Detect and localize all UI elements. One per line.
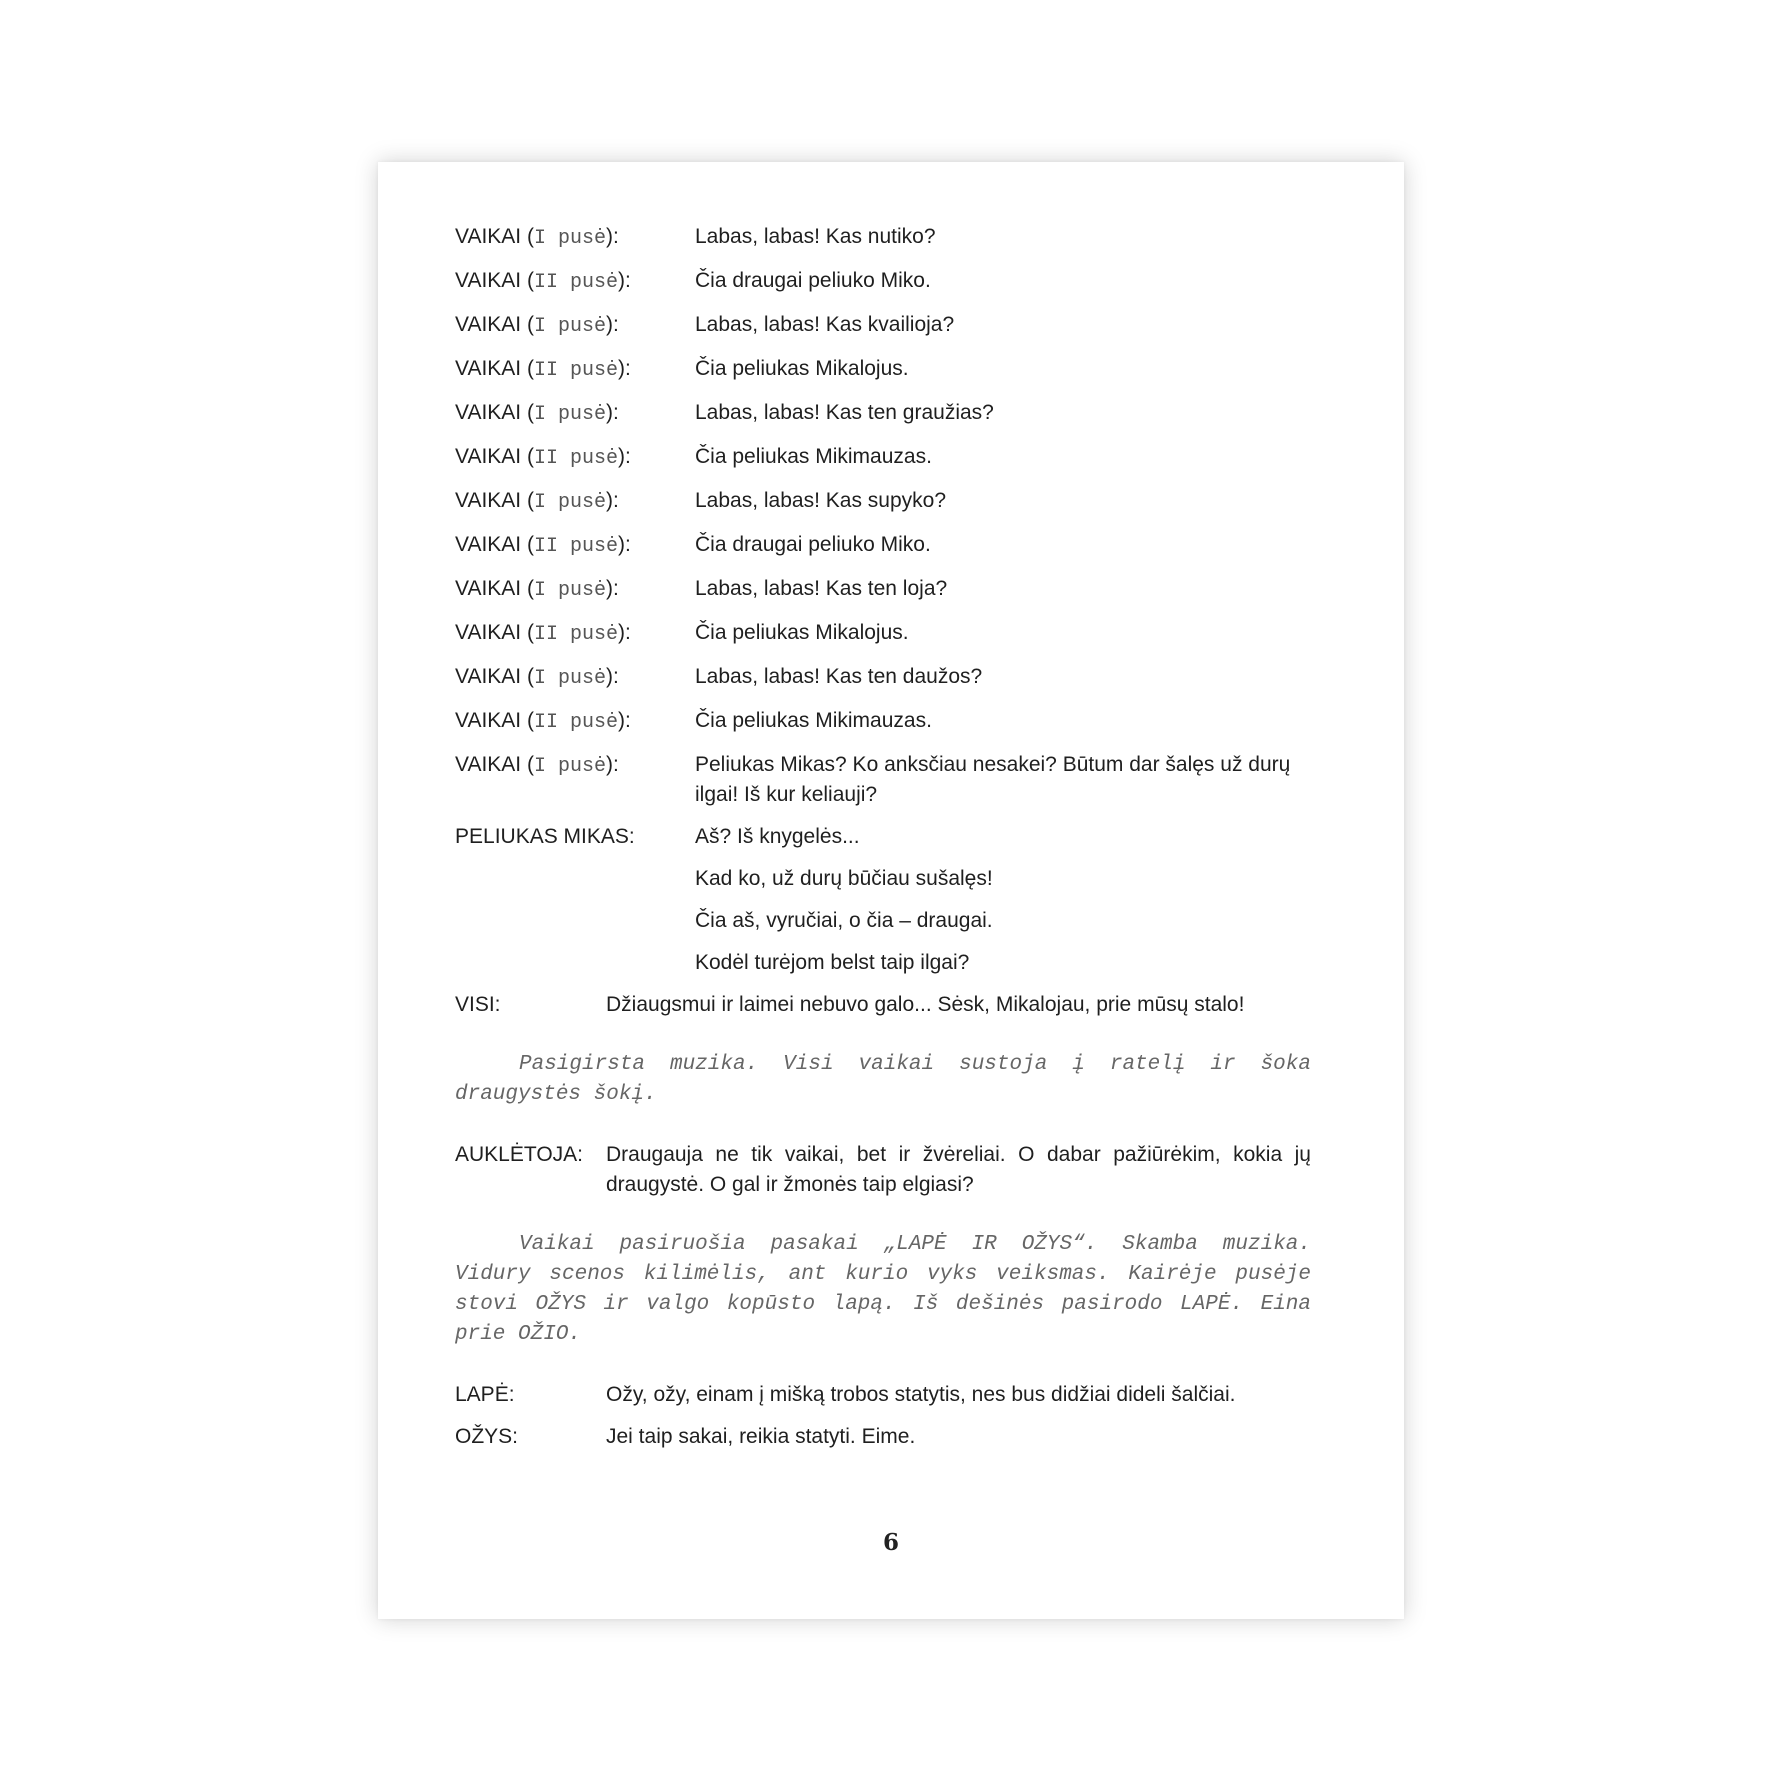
speaker-side: I pusė <box>533 667 606 690</box>
aukletoja-line: Draugauja ne tik vaikai, bet ir žvėreliai. O dabar pažiūrėkim, kokia jų draugystė. O gal ir žmonės taip elgiasi? <box>606 1143 1311 1196</box>
peliukas-line: Aš? Iš knygelės... <box>695 825 860 848</box>
dialogue-row-ozys <box>455 1422 1311 1452</box>
speaker-side: II pusė <box>533 535 618 558</box>
speaker-vaikai: VAIKAI (II pusė): <box>455 621 631 646</box>
speaker-side: II pusė <box>533 447 618 470</box>
speaker-side: II pusė <box>533 623 618 646</box>
speaker-vaikai: VAIKAI (I pusė): <box>455 489 619 514</box>
children-dialogue <box>455 222 1311 810</box>
lape-line: Ožy, ožy, einam į mišką trobos statytis, nes bus didžiai dideli šalčiai. <box>606 1383 1236 1406</box>
dialogue-line: Labas, labas! Kas nutiko? <box>695 225 936 248</box>
page-number: 6 <box>882 1529 899 1556</box>
dialogue-row <box>455 442 1311 474</box>
speaker-name: VAIKAI <box>455 709 522 732</box>
speaker-name: VAIKAI <box>455 621 522 644</box>
speaker-vaikai: VAIKAI (I pusė): <box>455 225 619 250</box>
speaker-side: I pusė <box>533 491 606 514</box>
speaker-ozys: OŽYS: <box>455 1425 519 1448</box>
speaker-name: VAIKAI <box>455 489 522 512</box>
peliukas-line: Kad ko, už durų būčiau sušalęs! <box>695 867 993 890</box>
peliukas-line: Čia aš, vyručiai, o čia – draugai. <box>695 909 993 932</box>
speaker-vaikai: VAIKAI (I pusė): <box>455 665 619 690</box>
stage-direction-2: Vaikai pasiruošia pasakai „LAPĖ IR OŽYS“. Skamba muzika. Vidury scenos kilimėlis, ant kurio vyks veiksmas. Kairėje pusėje stovi OŽYS ir valgo kopūsto lapą. Iš dešinės pasirodo LAPĖ. Eina prie OŽIO. <box>455 1233 1311 1346</box>
speaker-name: VAIKAI <box>455 357 522 380</box>
speaker-peliukas-mikas: PELIUKAS MIKAS: <box>455 825 635 848</box>
dialogue-line: Čia draugai peliuko Miko. <box>695 269 931 292</box>
dialogue-row <box>455 574 1311 606</box>
dialogue-line: Labas, labas! Kas ten graužias? <box>695 401 994 424</box>
dialogue-row <box>455 486 1311 518</box>
dialogue-row <box>455 310 1311 342</box>
dialogue-line: Peliukas Mikas? Ko anksčiau nesakei? Būtum dar šalęs už durų ilgai! Iš kur keliauji? <box>695 753 1291 806</box>
dialogue-line: Čia peliukas Mikimauzas. <box>695 445 932 468</box>
dialogue-line: Čia peliukas Mikalojus. <box>695 357 909 380</box>
speaker-side: I pusė <box>533 315 606 338</box>
speaker-name: VAIKAI <box>455 665 522 688</box>
dialogue-row-peliukas <box>455 822 1311 852</box>
dialogue-row-peliukas-cont <box>455 906 1311 936</box>
dialogue-row <box>455 530 1311 562</box>
speaker-side: I pusė <box>533 755 606 778</box>
dialogue-row-lape <box>455 1380 1311 1410</box>
speaker-vaikai: VAIKAI (II pusė): <box>455 269 631 294</box>
speaker-name: VAIKAI <box>455 533 522 556</box>
speaker-side: I pusė <box>533 227 606 250</box>
dialogue-row <box>455 398 1311 430</box>
speaker-vaikai: VAIKAI (II pusė): <box>455 709 631 734</box>
dialogue-row <box>455 750 1311 810</box>
speaker-vaikai: VAIKAI (I pusė): <box>455 577 619 602</box>
dialogue-line: Čia peliukas Mikimauzas. <box>695 709 932 732</box>
dialogue-line: Labas, labas! Kas ten loja? <box>695 577 948 600</box>
script-content <box>455 222 1311 1464</box>
dialogue-line: Labas, labas! Kas kvailioja? <box>695 313 955 336</box>
speaker-side: I pusė <box>533 579 606 602</box>
speaker-vaikai: VAIKAI (II pusė): <box>455 445 631 470</box>
dialogue-row <box>455 662 1311 694</box>
speaker-side: II pusė <box>533 711 618 734</box>
speaker-name: VAIKAI <box>455 401 522 424</box>
speaker-vaikai: VAIKAI (II pusė): <box>455 357 631 382</box>
dialogue-row-peliukas-cont <box>455 948 1311 978</box>
speaker-name: VAIKAI <box>455 313 522 336</box>
speaker-vaikai: VAIKAI (I pusė): <box>455 313 619 338</box>
dialogue-line: Čia draugai peliuko Miko. <box>695 533 931 556</box>
speaker-vaikai: VAIKAI (II pusė): <box>455 533 631 558</box>
stage-direction-1: Pasigirsta muzika. Visi vaikai sustoja į ratelį ir šoka draugystės šokį. <box>455 1053 1311 1106</box>
dialogue-line: Labas, labas! Kas supyko? <box>695 489 946 512</box>
dialogue-row <box>455 222 1311 254</box>
speaker-name: VAIKAI <box>455 269 522 292</box>
ozys-line: Jei taip sakai, reikia statyti. Eime. <box>606 1425 916 1448</box>
speaker-vaikai: VAIKAI (I pusė): <box>455 401 619 426</box>
dialogue-line: Čia peliukas Mikalojus. <box>695 621 909 644</box>
dialogue-row <box>455 266 1311 298</box>
speaker-vaikai: VAIKAI (I pusė): <box>455 753 619 778</box>
speaker-side: II pusė <box>533 359 618 382</box>
dialogue-row-peliukas-cont <box>455 864 1311 894</box>
speaker-name: VAIKAI <box>455 753 522 776</box>
speaker-name: VAIKAI <box>455 577 522 600</box>
peliukas-line: Kodėl turėjom belst taip ilgai? <box>695 951 970 974</box>
dialogue-row-visi <box>455 990 1311 1020</box>
speaker-side: II pusė <box>533 271 618 294</box>
visi-line: Džiaugsmui ir laimei nebuvo galo... Sėsk, Mikalojau, prie mūsų stalo! <box>606 993 1245 1016</box>
speaker-visi: VISI: <box>455 993 501 1016</box>
dialogue-line: Labas, labas! Kas ten daužos? <box>695 665 983 688</box>
speaker-side: I pusė <box>533 403 606 426</box>
dialogue-row <box>455 354 1311 386</box>
dialogue-row <box>455 706 1311 738</box>
document-page <box>378 162 1404 1619</box>
speaker-lape: LAPĖ: <box>455 1383 515 1406</box>
speaker-name: VAIKAI <box>455 225 522 248</box>
speaker-aukletoja: AUKLĖTOJA: <box>455 1143 583 1166</box>
dialogue-row-aukletoja <box>455 1140 1311 1200</box>
dialogue-row <box>455 618 1311 650</box>
speaker-name: VAIKAI <box>455 445 522 468</box>
